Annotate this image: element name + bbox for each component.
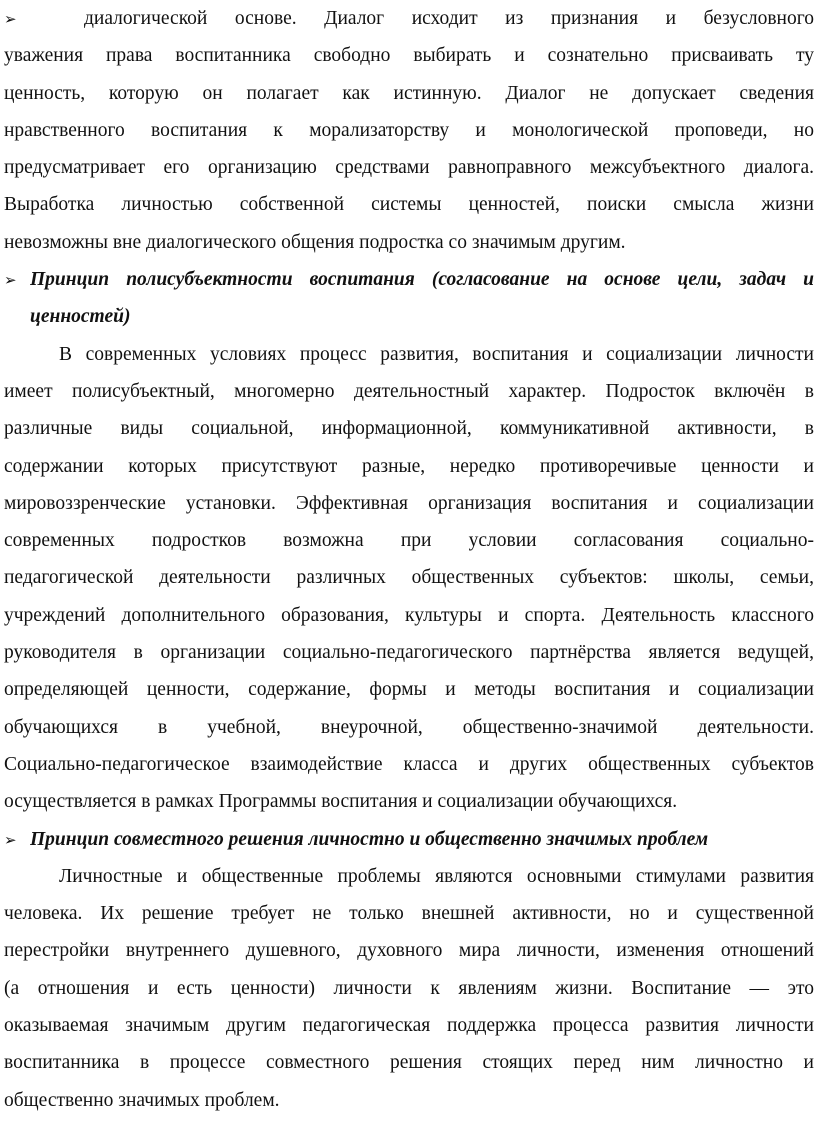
text-line: диалогической основе. Диалог исходит из признания и безусловного — [84, 8, 814, 29]
text-line: содержании которых присутствуют разные, нередко противоречивые ценности и — [4, 455, 814, 477]
arrow-bullet-icon: ➢ — [4, 830, 17, 849]
text-line: Социально-педагогическое взаимодействие класса и других общественных субъектов — [4, 753, 814, 775]
text-line: обучающихся в учебной, внеурочной, общественно-значимой деятельности. — [4, 716, 814, 738]
text-line: педагогической деятельности различных общественных субъектов: школы, семьи, — [4, 567, 814, 589]
text-line: осуществляется в рамках Программы воспитания и социализации обучающихся. — [4, 791, 678, 813]
heading-text: Принцип полисубъектности воспитания (согласование на основе цели, задач и — [30, 269, 814, 291]
list-item — [4, 0, 814, 37]
text-line: предусматривает его организацию средствами равноправного межсубъектного диалога. — [4, 157, 814, 179]
text-line: нравственного воспитания к морализаторству и монологической проповеди, но — [4, 119, 814, 141]
text-line: оказываемая значимым другим педагогическая поддержка процесса развития личности — [4, 1015, 814, 1037]
text-line: определяющей ценности, содержание, формы и методы воспитания и социализации — [4, 679, 814, 701]
text-line: общественно значимых проблем. — [4, 1089, 280, 1111]
document-page — [4, 0, 814, 1119]
text-line: руководителя в организации социально-педагогического партнёрства является ведущей, — [4, 642, 814, 664]
text-line: воспитанника в процессе совместного решения стоящих перед ним личностно и — [4, 1052, 814, 1074]
text-line: уважения права воспитанника свободно выбирать и сознательно присваивать ту — [4, 45, 814, 67]
text-line: перестройки внутреннего душевного, духовного мира личности, изменения отношений — [4, 940, 814, 962]
text-line: мировоззренческие установки. Эффективная организация воспитания и социализации — [4, 492, 814, 514]
heading-text: Принцип совместного решения личностно и общественно значимых проблем — [30, 828, 709, 850]
heading-text: ценностей) — [30, 306, 131, 328]
arrow-bullet-icon: ➢ — [4, 271, 17, 290]
text-line: В современных условиях процесс развития, воспитания и социализации личности — [59, 343, 814, 365]
text-line: невозможны вне диалогического общения подростка со значимым другим. — [4, 231, 626, 253]
text-line: Выработка личностью собственной системы ценностей, поиски смысла жизни — [4, 194, 814, 216]
section-heading — [4, 821, 814, 858]
text-line: различные виды социальной, информационной, коммуникативной активности, в — [4, 418, 814, 440]
text-line: ценность, которую он полагает как истинную. Диалог не допускает сведения — [4, 82, 814, 104]
text-line: Личностные и общественные проблемы являются основными стимулами развития — [59, 865, 814, 887]
text-line: имеет полисубъектный, многомерно деятельностный характер. Подросток включён в — [4, 380, 814, 402]
text-line: учреждений дополнительного образования, культуры и спорта. Деятельность классного — [4, 604, 814, 626]
text-line: человека. Их решение требует не только внешней активности, но и существенной — [4, 903, 814, 925]
text-line: (а отношения и есть ценности) личности к явлениям жизни. Воспитание — это — [4, 977, 814, 999]
text-line: современных подростков возможна при условии согласования социально- — [4, 530, 814, 552]
section-heading — [4, 261, 814, 298]
arrow-bullet-icon: ➢ — [4, 10, 17, 28]
